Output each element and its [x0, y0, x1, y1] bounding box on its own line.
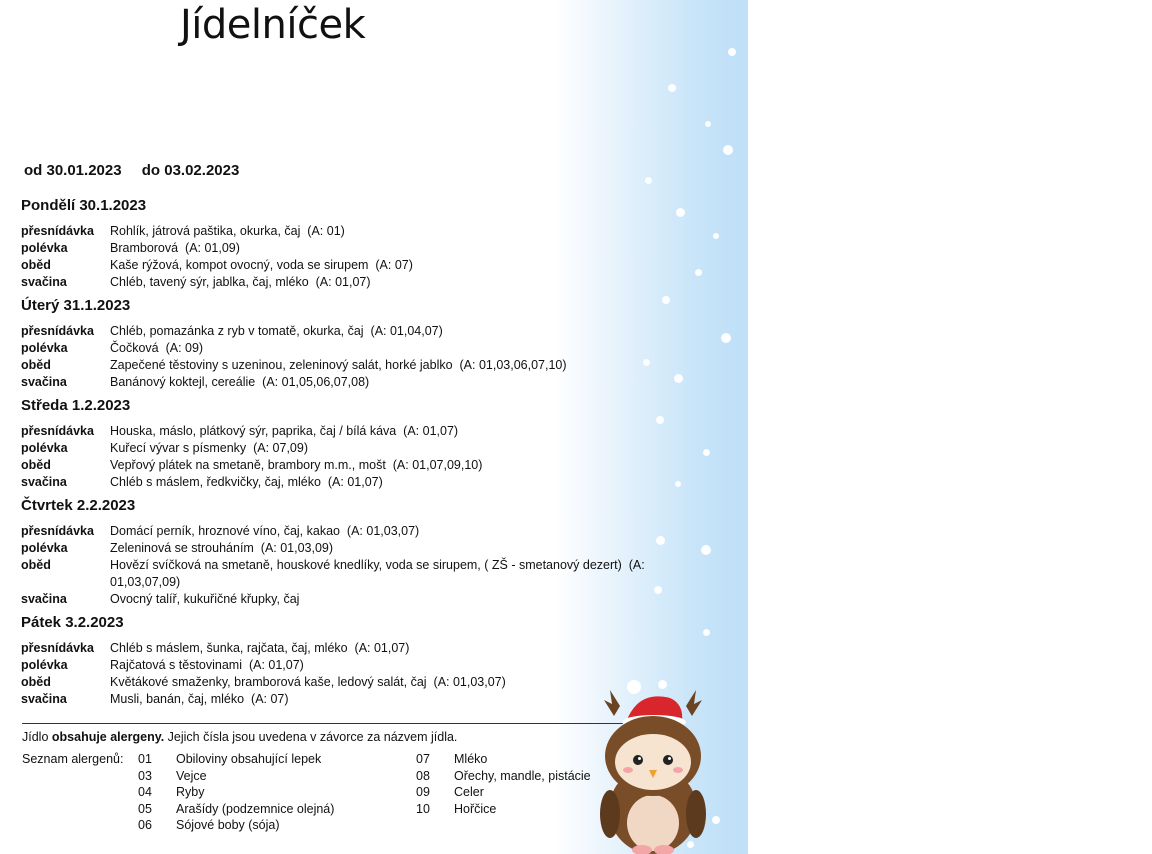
meal-label: oběd: [21, 675, 51, 689]
meal-row: [21, 640, 721, 657]
meal-row: [21, 357, 721, 374]
allergen-item: [138, 801, 334, 818]
owl-face: [615, 734, 691, 790]
meal-row: [21, 457, 721, 474]
meal-label: polévka: [21, 241, 68, 255]
meal-row: [21, 423, 721, 440]
meal-row: [21, 440, 721, 457]
meal-label: oběd: [21, 258, 51, 272]
meal-label: svačina: [21, 692, 67, 706]
meal-label: polévka: [21, 658, 68, 672]
meal-text: Banánový koktejl, cereálie (A: 01,05,06,07,08): [110, 375, 370, 389]
meal-label: oběd: [21, 558, 51, 572]
day-title: Úterý 31.1.2023: [21, 297, 131, 314]
allergen-name: Hořčice: [454, 801, 497, 816]
meal-text: Musli, banán, čaj, mléko (A: 07): [110, 692, 289, 706]
meal-text: Chléb s máslem, šunka, rajčata, čaj, mléko (A: 01,07): [110, 641, 410, 655]
meal-label: svačina: [21, 592, 67, 606]
meal-row: [21, 657, 721, 674]
meal-text: Zapečené těstoviny s uzeninou, zeleninový salát, horké jablko (A: 01,03,06,07,10): [110, 358, 567, 372]
meal-label: polévka: [21, 441, 68, 455]
meal-label: přesnídávka: [21, 224, 94, 238]
meal-text: Chléb s máslem, ředkvičky, čaj, mléko (A: 01,07): [110, 475, 383, 489]
owl-wing-right: [686, 790, 706, 838]
meal-label: svačina: [21, 375, 67, 389]
allergen-name: Arašídy (podzemnice olejná): [176, 801, 335, 816]
eye-highlight: [668, 757, 671, 760]
date-from: od 30.01.2023: [24, 162, 122, 179]
allergen-code: 09: [416, 785, 430, 799]
meal-label: polévka: [21, 541, 68, 555]
day-tuesday: [21, 296, 721, 391]
allergen-name: Celer: [454, 785, 484, 799]
allergen-item: [138, 768, 334, 785]
day-wednesday: [21, 396, 721, 491]
snowflake: [723, 145, 733, 155]
allergen-item: [416, 751, 591, 768]
meal-text: Hovězí svíčková na smetaně, houskové knedlíky, voda se sirupem, ( ZŠ - smetanový dezert) (A: 01,03,07,09): [110, 558, 649, 589]
meal-label: přesnídávka: [21, 524, 94, 538]
allergen-code: 08: [416, 768, 430, 783]
allergen-item: [138, 751, 334, 768]
day-title: Pondělí 30.1.2023: [21, 197, 147, 214]
allergen-item: [416, 768, 591, 785]
meal-row: [21, 523, 721, 540]
allergen-note: [22, 730, 457, 744]
meal-row: [21, 323, 721, 340]
owl-wing-left: [600, 790, 620, 838]
allergen-column-left: [138, 751, 334, 834]
meal-row: [21, 240, 721, 257]
owl-illustration: [598, 678, 708, 854]
meal-label: přesnídávka: [21, 424, 94, 438]
allergen-code: 06: [138, 818, 152, 832]
allergen-code: 07: [416, 752, 430, 766]
meal-text: Čočková (A: 09): [110, 341, 204, 355]
meal-text: Kuřecí vývar s písmenky (A: 07,09): [110, 441, 308, 455]
meal-text: Bramborová (A: 01,09): [110, 241, 240, 255]
snowflake: [668, 84, 676, 92]
allergen-code: 10: [416, 801, 430, 816]
meal-row: [21, 557, 721, 591]
meal-text: Domácí perník, hroznové víno, čaj, kakao (A: 01,03,07): [110, 524, 420, 538]
owl-eye-left: [633, 755, 643, 765]
meal-label: přesnídávka: [21, 641, 94, 655]
day-title: Čtvrtek 2.2.2023: [21, 497, 136, 514]
eye-highlight: [638, 757, 641, 760]
meal-text: Houska, máslo, plátkový sýr, paprika, čaj / bílá káva (A: 01,07): [110, 424, 459, 438]
meal-text: Květákové smaženky, bramborová kaše, ledový salát, čaj (A: 01,03,07): [110, 675, 506, 689]
meal-row: [21, 340, 721, 357]
meal-label: svačina: [21, 275, 67, 289]
meal-row: [21, 374, 721, 391]
hat-pompom: [627, 680, 641, 694]
allergen-name: Vejce: [176, 768, 207, 783]
note-rest: Jejich čísla jsou uvedena v závorce za názvem jídla.: [164, 730, 458, 744]
day-monday: [21, 196, 721, 291]
days-list: [21, 196, 721, 713]
date-to: do 03.02.2023: [141, 162, 240, 179]
day-title: Pátek 3.2.2023: [21, 614, 124, 631]
allergen-item: [138, 784, 334, 801]
meal-label: oběd: [21, 458, 51, 472]
meal-label: přesnídávka: [21, 324, 94, 338]
meal-row: [21, 257, 721, 274]
meal-label: svačina: [21, 475, 67, 489]
owl-eye-right: [663, 755, 673, 765]
owl-belly: [627, 795, 679, 851]
date-range: [24, 162, 255, 179]
allergen-name: Ryby: [176, 785, 205, 799]
allergen-item: [416, 801, 591, 818]
allergen-code: 05: [138, 801, 152, 816]
allergen-name: Sójové boby (sója): [176, 818, 280, 832]
allergen-item: [138, 817, 334, 834]
allergen-column-right: [416, 751, 591, 817]
meal-text: Zeleninová se strouháním (A: 01,03,09): [110, 541, 334, 555]
allergen-item: [416, 784, 591, 801]
divider: [22, 723, 634, 724]
owl-ear-left: [604, 690, 620, 716]
meal-text: Chléb, tavený sýr, jablka, čaj, mléko (A: 01,07): [110, 275, 371, 289]
snowflake: [728, 48, 736, 56]
meal-row: [21, 274, 721, 291]
meal-text: Chléb, pomazánka z ryb v tomatě, okurka, čaj (A: 01,04,07): [110, 324, 443, 338]
meal-row: [21, 474, 721, 491]
allergen-code: 01: [138, 752, 152, 766]
owl-cheek-right: [673, 767, 683, 773]
day-title: Středa 1.2.2023: [21, 397, 131, 414]
meal-text: Kaše rýžová, kompot ovocný, voda se sirupem (A: 07): [110, 258, 413, 272]
meal-text: Vepřový plátek na smetaně, brambory m.m., mošt (A: 01,07,09,10): [110, 458, 483, 472]
meal-text: Ovocný talíř, kukuřičné křupky, čaj: [110, 592, 300, 606]
allergen-intro: Seznam alergenů:: [22, 752, 124, 766]
snowflake: [705, 121, 711, 127]
allergen-name: Obiloviny obsahující lepek: [176, 752, 322, 766]
day-thursday: [21, 496, 721, 608]
allergen-name: Mléko: [454, 752, 488, 766]
owl-ear-right: [686, 690, 702, 716]
meal-row: [21, 540, 721, 557]
allergen-code: 03: [138, 768, 152, 783]
note-prefix: Jídlo: [22, 730, 52, 744]
allergen-code: 04: [138, 785, 152, 799]
meal-label: oběd: [21, 358, 51, 372]
meal-row: [21, 591, 721, 608]
snowflake: [721, 333, 731, 343]
page-title: Jídelníček: [180, 2, 366, 48]
snowflake: [712, 816, 720, 824]
meal-label: polévka: [21, 341, 68, 355]
snowflake: [645, 177, 652, 184]
owl-cheek-left: [623, 767, 633, 773]
meal-row: [21, 223, 721, 240]
meal-text: Rohlík, játrová paštika, okurka, čaj (A: 01): [110, 224, 345, 238]
meal-text: Rajčatová s těstovinami (A: 01,07): [110, 658, 304, 672]
note-bold: obsahuje alergeny.: [51, 730, 165, 744]
allergen-name: Ořechy, mandle, pistácie: [454, 768, 591, 783]
